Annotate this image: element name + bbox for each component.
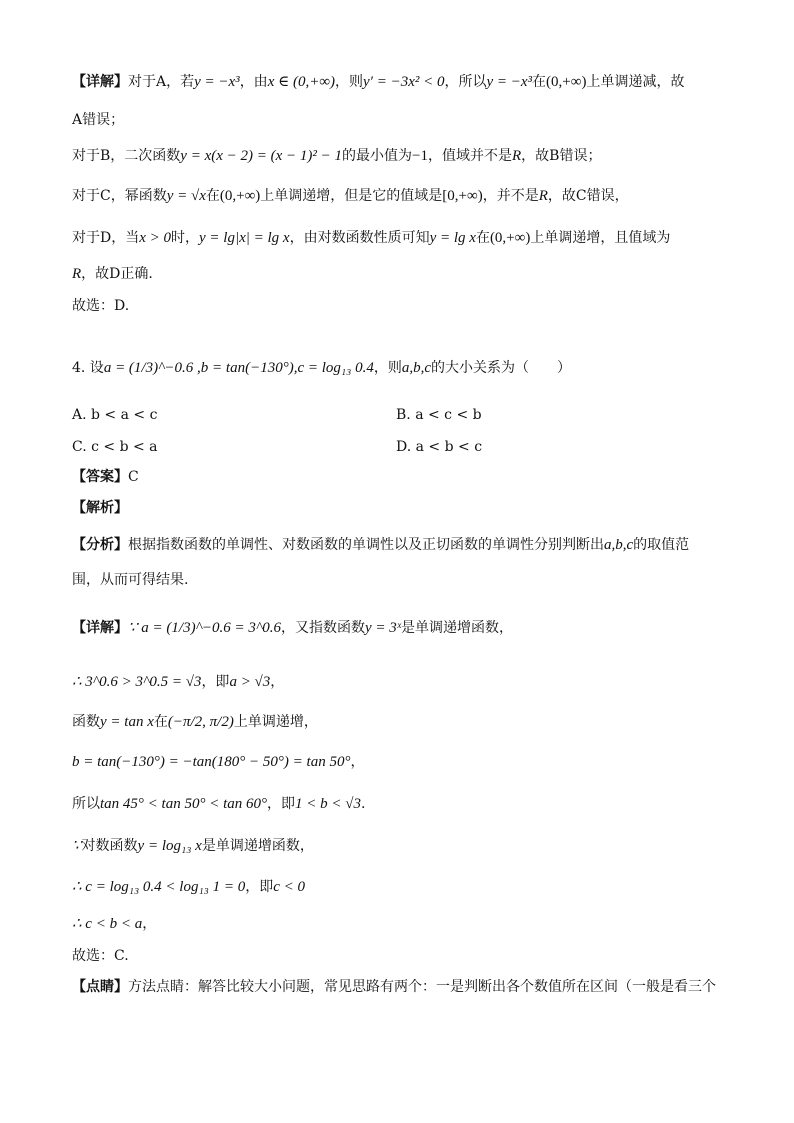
fenxi-cont: 围，从而可得结果. [72, 572, 189, 588]
sol-line-3: 函数y = tan x在(−π/2, π/2)上单调递增， [72, 714, 318, 730]
detail-a-cont: A错误； [72, 112, 125, 128]
detail-d-line: 对于D，当x > 0时，y = lg|x| = lg x，由对数函数性质可知y = lg x在(0,+∞)上单调递增，且值域为 [72, 230, 671, 246]
question-4: 4. 设a = (1/3)^−0.6 ,b = tan(−130°),c = log₁₃ 0.4，则a,b,c的大小关系为（ ） [72, 360, 571, 376]
option-a: A. b < a < c [72, 407, 158, 423]
prev-choice: 故选：D. [72, 298, 130, 314]
dianjing-line: 【点睛】方法点睛：解答比较大小问题，常见思路有两个：一是判断出各个数值所在区间（一般是看三个 [72, 979, 716, 995]
detail-c-line: 对于C，幂函数y = √x在(0,+∞)上单调递增，但是它的值域是[0,+∞)，并不是R，故C错误， [72, 188, 629, 204]
detail-d-cont: R，故D正确. [72, 266, 153, 282]
sol-line-5: 所以tan 45° < tan 50° < tan 60°，即1 < b < √3. [72, 796, 366, 812]
sol-line-6: ∵对数函数y = log₁₃ x是单调递增函数， [72, 838, 314, 854]
sol-line-1: 【详解】∵ a = (1/3)^−0.6 = 3^0.6，又指数函数y = 3ˣ是单调递增函数， [72, 620, 513, 636]
analysis-tag: 【解析】 [72, 500, 128, 516]
sol-line-2: ∴ 3^0.6 > 3^0.5 = √3，即a > √3， [72, 674, 285, 690]
option-d: D. a < b < c [396, 439, 483, 455]
sol-line-7: ∴ c = log₁₃ 0.4 < log₁₃ 1 = 0，即c < 0 [72, 879, 306, 895]
sol-line-4: b = tan(−130°) = −tan(180° − 50°) = tan 50°， [72, 754, 365, 770]
sol-choice: 故选：C. [72, 948, 129, 964]
detail-a-line: 【详解】对于A，若y = −x³，由x ∈ (0,+∞)，则y′ = −3x² < 0，所以y = −x³在(0,+∞)上单调递减，故 [72, 74, 685, 90]
answer: 【答案】C [72, 469, 139, 485]
option-c: C. c < b < a [72, 439, 158, 455]
sol-line-8: ∴ c < b < a， [72, 916, 157, 932]
fenxi-line: 【分析】根据指数函数的单调性、对数函数的单调性以及正切函数的单调性分别判断出a,b,c的取值范 [72, 537, 690, 553]
detail-b-line: 对于B，二次函数y = x(x − 2) = (x − 1)² − 1的最小值为−1，值域并不是R，故B错误； [72, 148, 602, 164]
detail-tag: 【详解】 [72, 74, 128, 90]
option-b: B. a < c < b [396, 407, 482, 423]
